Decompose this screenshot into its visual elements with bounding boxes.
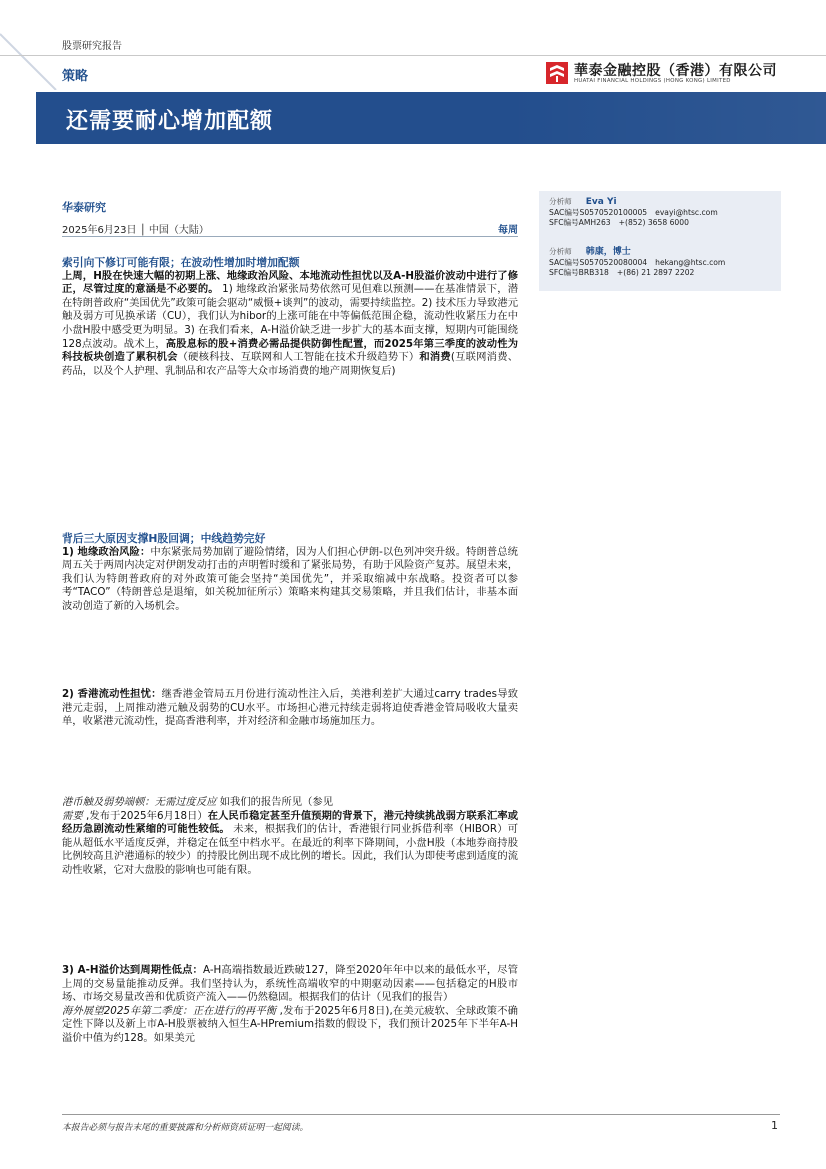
analyst-email[interactable]: evayi@htsc.com	[655, 207, 718, 217]
date-region: 2025年6月23日 │ 中国（大陆）	[62, 225, 209, 236]
banner-stripe	[506, 92, 826, 144]
report-reference[interactable]: 需要	[62, 809, 83, 822]
bold-lead: 上周，H股在快速大幅的初期上涨、地缘政治风险、本地流动性担忧以及A-H股溢价波动中进行了修正，尽管过度的意涵是不必要的。	[62, 269, 518, 296]
huatai-logo-icon	[546, 62, 568, 84]
analyst-role: 分析师	[549, 247, 572, 256]
footer-rule	[62, 1114, 780, 1115]
text-run: 1) 地缘政治紧张局势依然可见但难以预测——在基准情景下，潜在特朗普政府“美国优先”政策可能会驱动“威慑+谈判”的波动，需要持续监控。2) 技术压力导致港元触及弱方可见换承诺（CU），我们认为hibor的上涨可能在中等偏低范围企稳，流动性收紧压力在中小盘H股中感受更为明显。3) 在我们看来，A-H溢价缺乏进一步扩大的基本面支撑，短期内可能围绕128点波动。战术上，	[62, 283, 518, 350]
analyst-name: 韩康，博士	[585, 247, 631, 257]
analyst-email[interactable]: hekang@htsc.com	[655, 257, 726, 267]
reason-label: 3) A-H溢价达到周期性低点：	[62, 964, 204, 976]
analyst-sfc: SFC编号BRB318	[549, 268, 609, 277]
header-rule	[0, 55, 826, 56]
doc-type-label: 股票研究报告	[62, 41, 122, 52]
report-reference[interactable]: 海外展望2025年第二季度：正在进行的再平衡	[62, 1004, 277, 1017]
analyst-card	[549, 247, 733, 279]
text-run: 如我们的报告所见（参见	[216, 796, 333, 808]
reason-paragraph	[62, 688, 518, 729]
analyst-sac: SAC编号S0570520100005	[549, 207, 648, 217]
publication-info	[62, 221, 518, 236]
analyst-panel	[539, 191, 781, 291]
page-title: 还需要耐心增加配额	[66, 109, 274, 134]
reason-label: 2) 香港流动性担忧：	[62, 688, 162, 700]
reason-label: 1) 地缘政治风险：	[62, 545, 151, 558]
report-reference[interactable]: 港币触及弱势端顿：无需过度反应	[62, 796, 217, 808]
text-run: （硬核科技、互联网和人工智能在技术升级趋势下）	[177, 351, 420, 364]
analyst-sfc: SFC编号AMH263	[549, 218, 611, 227]
publication-rule	[62, 236, 518, 237]
analyst-role: 分析师	[549, 197, 572, 206]
footer-disclaimer: 本报告必须与报告末尾的重要披露和分析师资质证明一起阅读。	[62, 1123, 309, 1133]
publisher-name: 华泰研究	[62, 201, 106, 214]
bold-run: 在人民币稳定甚至升值预期的背景下，港元持续挑战弱方联系汇率或经历急剧流动性紧缩的可能性较低。	[62, 809, 518, 836]
analyst-card	[549, 197, 726, 229]
liquidity-section	[62, 688, 518, 729]
text-run: ,发布于2025年6月8日),在美元疲软、全球政策不确定性下降以及新上市A-H股票被纳入恒生A-HPremium指数的假设下，我们预计2025年下半年A-H溢价中值为约128。如果美元	[62, 1004, 518, 1044]
summary-paragraph	[62, 270, 518, 379]
bold-run: 高股息标的股+消费必需品提供防御性配置，而2025年第三季度的波动性为科技板块创造了累积机会	[62, 337, 518, 364]
frequency-label: 每周	[498, 225, 518, 236]
logo-text-en: HUATAI FINANCIAL HOLDINGS (HONG KONG) LIMITED	[574, 78, 731, 84]
text-run: 中东紧张局势加剧了避险情绪，因为人们担心伊朗-以色列冲突升级。特朗普总统周五关于两周内决定对伊朗发动打击的声明暂时缓和了紧张局势，有助于风险资产复苏。展望未来，我们认为特朗普政府的对外政策可能会坚持“美国优先”，并采取缩减中东战略。投资者可以参考“TACO”（特朗普总是退缩，如关税加征所示）策略来构建其交易策略，并且我们估计，非基本面波动创造了新的入场机会。	[62, 545, 518, 612]
title-banner	[36, 92, 826, 144]
section-heading: 背后三大原因支撑H股回调；中线趋势完好	[62, 532, 266, 545]
section-heading: 索引向下修订可能有限；在波动性增加时增加配额	[62, 256, 300, 269]
analyst-phone: +(86) 21 2897 2202	[616, 268, 695, 277]
section-tag: 策略	[62, 69, 89, 84]
hkd-paragraph	[62, 796, 518, 878]
summary-section	[62, 256, 518, 378]
text-run: A-H高端指数最近跌破127，降至2020年年中以来的最低水平，尽管上周的交易量能推动反弹。我们坚持认为，系统性高端收窄的中期驱动因素——包括稳定的H股市场、市场交易量改善和优质资产流入——仍然稳固。根据我们的估计（见我们的报告）	[62, 964, 518, 1004]
text-run: (互联网消费、药品，以及个人护理、乳制品和农产品等大众市场消费的地产周期恢复后)	[62, 351, 519, 377]
reason-paragraph	[62, 546, 518, 614]
bold-run: 和消费	[419, 351, 451, 364]
logo-text-cn: 華泰金融控股（香港）有限公司	[574, 63, 777, 79]
analyst-name: Eva Yi	[585, 197, 617, 207]
reasons-section	[62, 532, 518, 614]
analyst-phone: +(852) 3658 6000	[618, 218, 689, 227]
reason-paragraph	[62, 964, 518, 1046]
company-logo	[546, 60, 782, 88]
analyst-sac: SAC编号S0570520080004	[549, 257, 648, 267]
ah-premium-section	[62, 964, 518, 1046]
page-number: 1	[771, 1119, 778, 1132]
text-run: 未来，根据我们的估计，香港银行同业拆借利率（HIBOR）可能从超低水平适度反弹，并稳定在低至中档水平。在最近的利率下降期间，小盘H股（本地券商持股比例较高且沪港通标的较少）的持股比例出现不成比例的增长。因此，我们认为即使考虑到适度的流动性收紧，它对大盘股的影响也可能有限。	[62, 823, 518, 876]
text-run: ,发布于2025年6月18日）	[82, 809, 208, 822]
text-run: 继香港金管局五月份进行流动性注入后，美港利差扩大通过carry trades导致港元走弱，上周推动港元触及弱势的CU水平。市场担心港元持续走弱将迫使香港金管局吸收大量卖单，收紧港元流动性，提高香港利率，并对经济和金融市场施加压力。	[62, 688, 518, 728]
hkd-section	[62, 796, 518, 878]
